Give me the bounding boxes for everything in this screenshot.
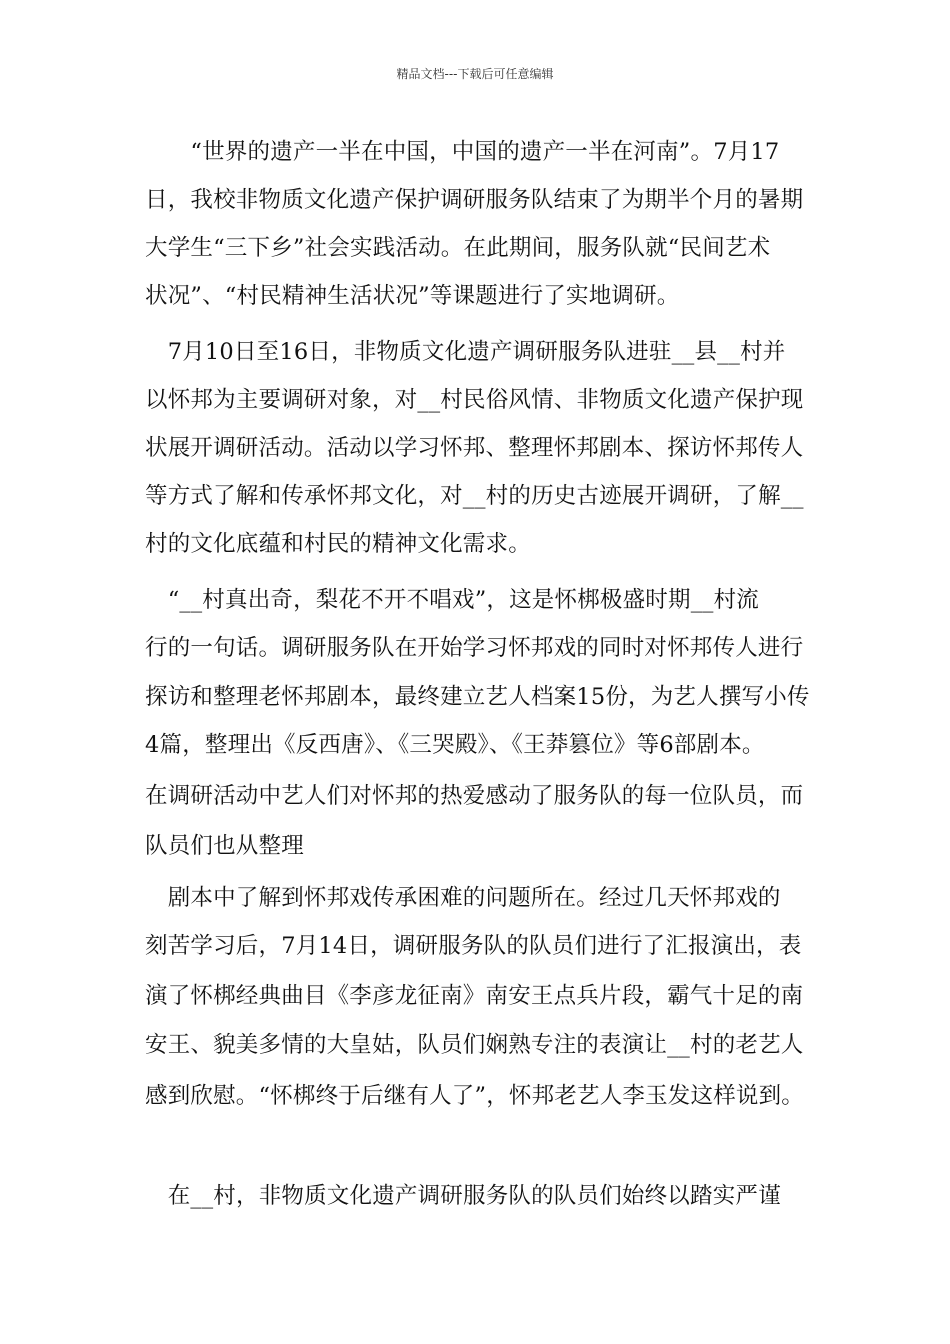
paragraph-4-line-5: 感到欣慰。“怀梆终于后继有人了”，怀邦老艺人李玉发这样说到。 bbox=[145, 1083, 805, 1109]
paragraph-2-line-1: 7月10日至16日，非物质文化遗产调研服务队进驻__县__村并 bbox=[145, 339, 786, 365]
paragraph-3-line-3: 探访和整理老怀邦剧本，最终建立艺人档案15份，为艺人撰写小传 bbox=[145, 684, 810, 710]
paragraph-4-line-3: 演了怀梆经典曲目《李彦龙征南》南安王点兵片段，霸气十足的南 bbox=[145, 983, 804, 1009]
paragraph-2-line-4: 等方式了解和传承怀邦文化，对__村的历史古迹展开调研，了解__ bbox=[145, 483, 804, 509]
paragraph-1-line-2: 日，我校非物质文化遗产保护调研服务队结束了为期半个月的暑期 bbox=[145, 187, 804, 213]
paragraph-3-line-4: 4篇，整理出《反西唐》、《三哭殿》、《王莽篡位》等6部剧本。 bbox=[145, 732, 765, 758]
paragraph-4-line-1: 剧本中了解到怀邦戏传承困难的问题所在。经过几天怀邦戏的 bbox=[145, 885, 781, 911]
paragraph-5-line-1: 在__村，非物质文化遗产调研服务队的队员们始终以踏实严谨 bbox=[145, 1183, 781, 1209]
paragraph-1-line-4: 状况”、“村民精神生活状况”等课题进行了实地调研。 bbox=[145, 283, 680, 309]
paragraph-1-line-1: “世界的遗产一半在中国，中国的遗产一半在河南”。7月17 bbox=[145, 139, 780, 165]
paragraph-3-line-2: 行的一句话。调研服务队在开始学习怀邦戏的同时对怀邦传人进行 bbox=[145, 635, 804, 661]
paragraph-3-line-6: 队员们也从整理 bbox=[145, 833, 304, 859]
page-header: 精品文档---下载后可任意编辑 bbox=[396, 67, 554, 81]
paragraph-2-line-5: 村的文化底蕴和村民的精神文化需求。 bbox=[145, 531, 531, 557]
paragraph-2-line-2: 以怀邦为主要调研对象，对__村民俗风情、非物质文化遗产保护现 bbox=[145, 387, 804, 413]
paragraph-1-line-3: 大学生“三下乡”社会实践活动。在此期间，服务队就“民间艺术 bbox=[145, 235, 771, 261]
paragraph-4-line-2: 刻苦学习后，7月14日，调研服务队的队员们进行了汇报演出，表 bbox=[145, 933, 802, 959]
paragraph-3-line-1: “__村真出奇，梨花不开不唱戏”，这是怀梆极盛时期__村流 bbox=[145, 587, 760, 613]
paragraph-3-line-5: 在调研活动中艺人们对怀邦的热爱感动了服务队的每一位队员，而 bbox=[145, 783, 804, 809]
paragraph-4-line-4: 安王、貌美多情的大皇姑，队员们娴熟专注的表演让__村的老艺人 bbox=[145, 1032, 804, 1058]
paragraph-2-line-3: 状展开调研活动。活动以学习怀邦、整理怀邦剧本、探访怀邦传人 bbox=[145, 435, 804, 461]
